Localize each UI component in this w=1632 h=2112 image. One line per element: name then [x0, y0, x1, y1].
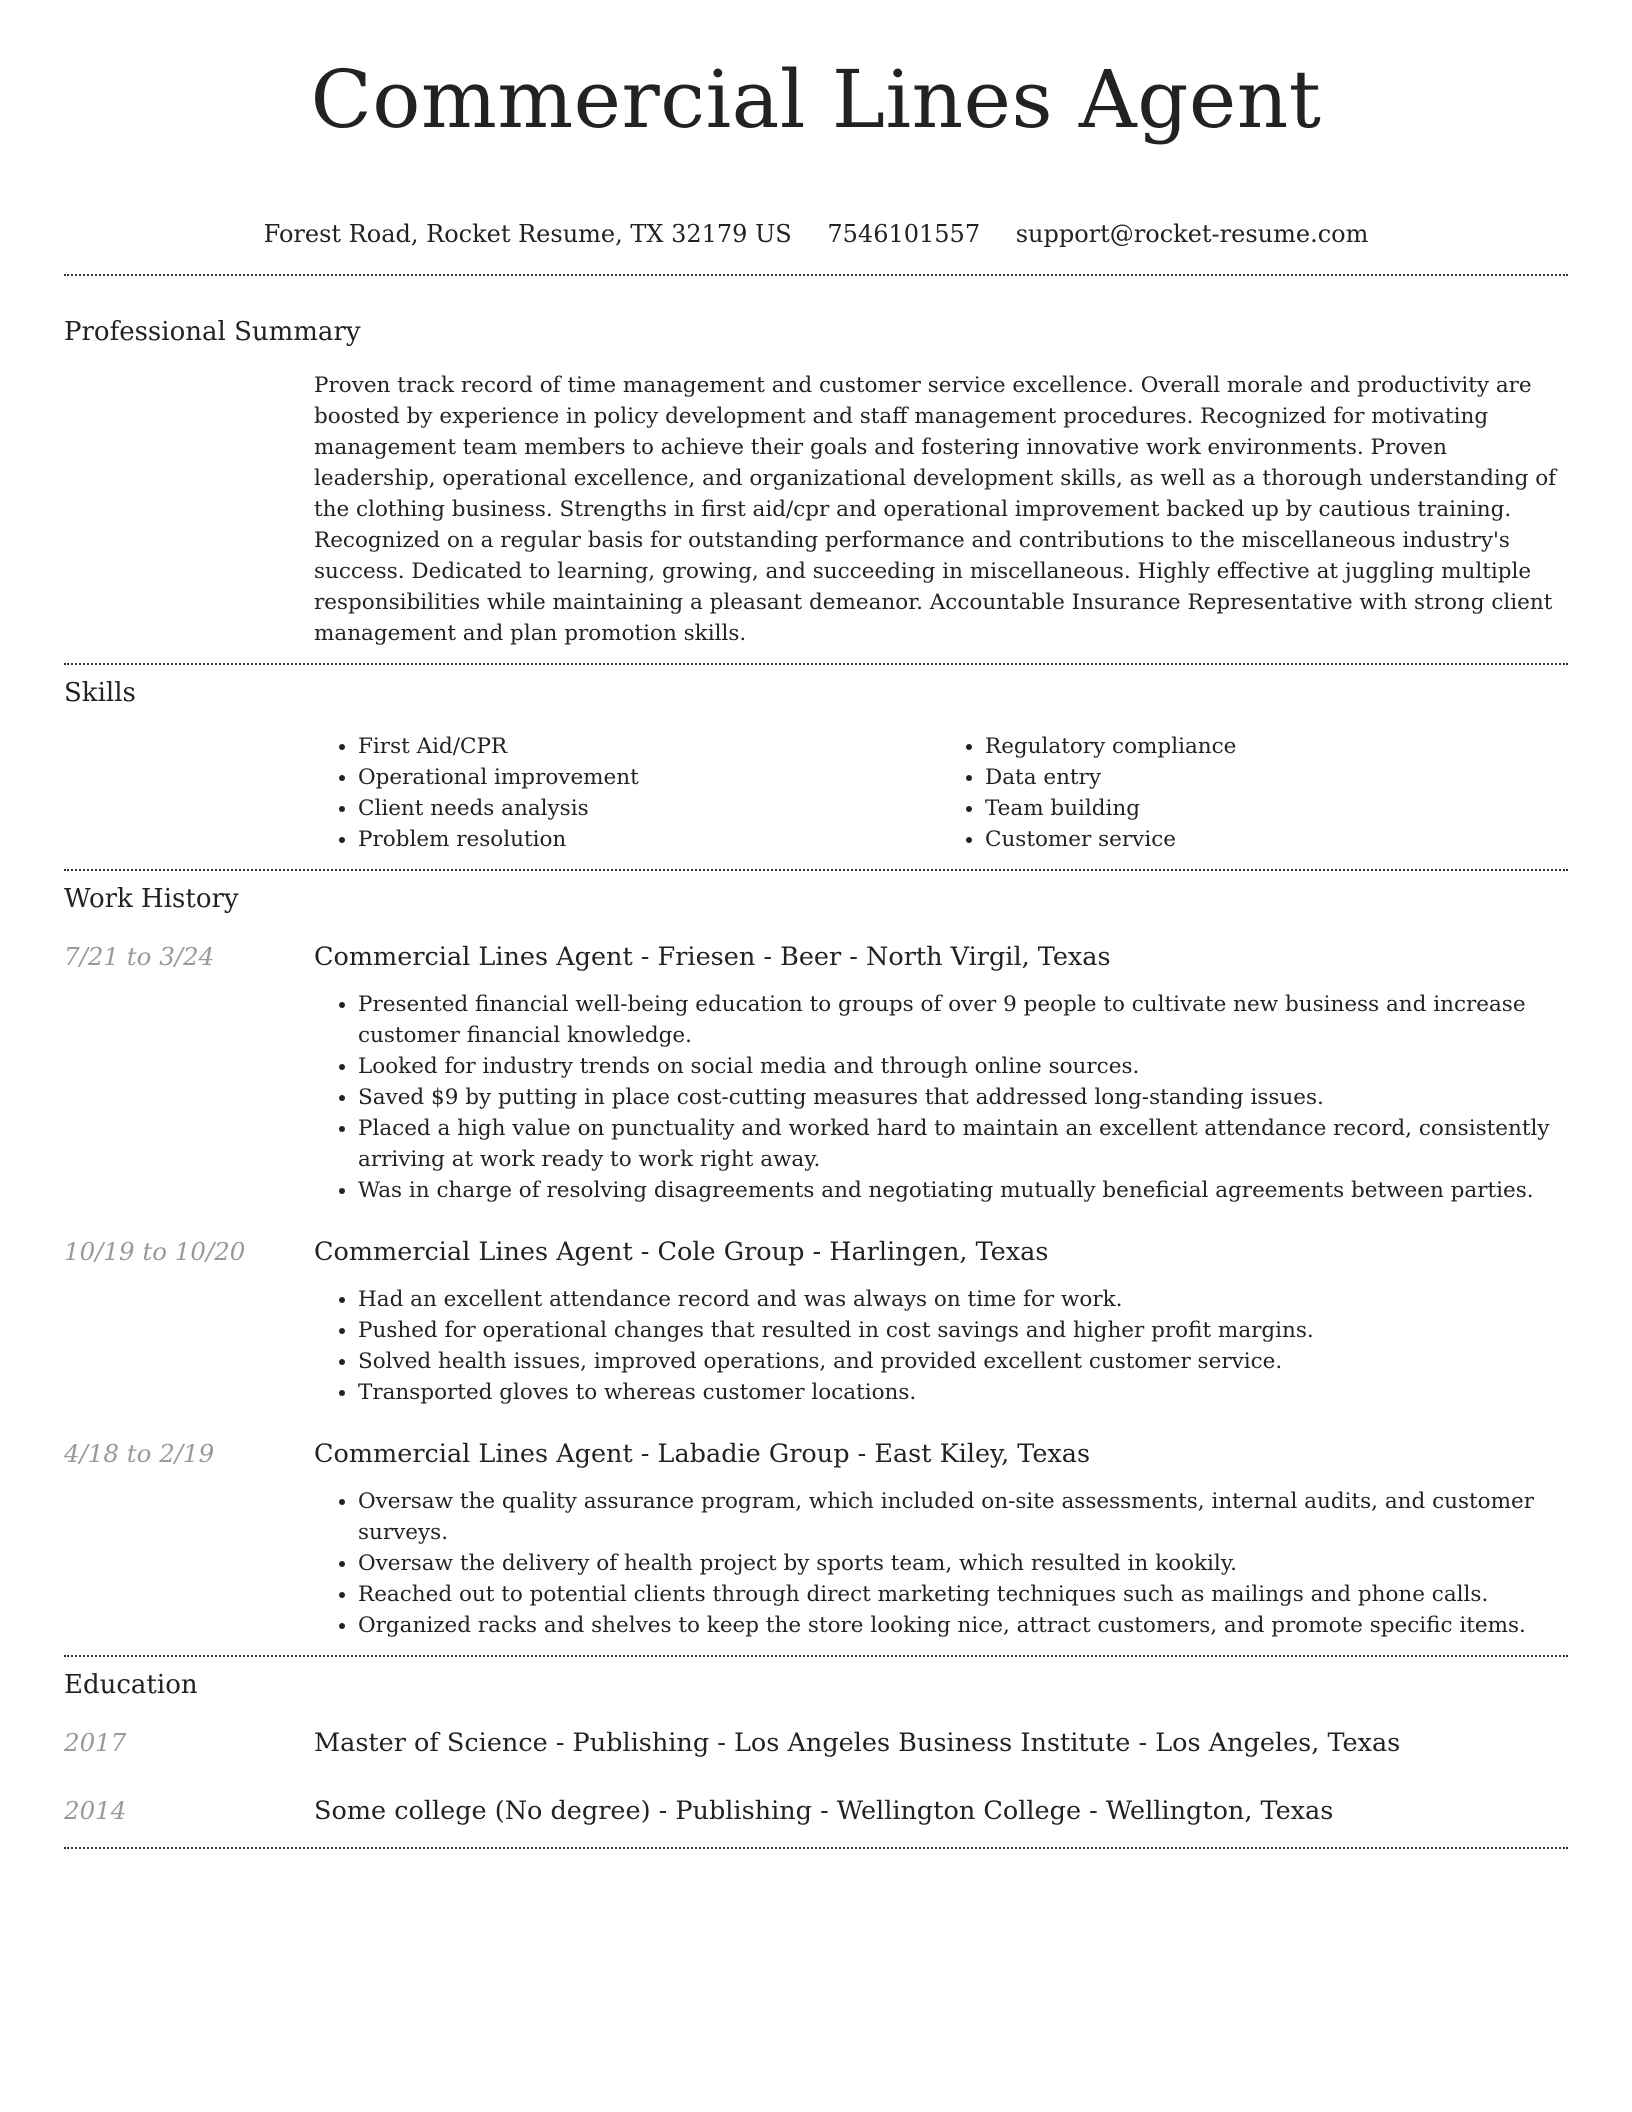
job-entry	[64, 941, 1568, 973]
contact-line	[64, 218, 1568, 250]
skills-list	[314, 731, 1568, 855]
skill-item: • Customer service	[985, 824, 1568, 855]
education-title: Some college (No degree) - Publishing - Wellington College - Wellington, Texas	[314, 1796, 1334, 1826]
skill-item: • Data entry	[985, 762, 1568, 793]
job-bullet: • Organized racks and shelves to keep the store looking nice, attract customers, and promote specific items.	[358, 1610, 1568, 1641]
job-dates: 4/18 to 2/19	[64, 1439, 215, 1468]
divider	[64, 663, 1568, 665]
job-bullet: • Solved health issues, improved operations, and provided excellent customer service.	[358, 1346, 1568, 1377]
job-bullet: • Looked for industry trends on social media and through online sources.	[358, 1051, 1568, 1082]
education-year: 2014	[64, 1796, 127, 1825]
job-bullet: • Presented financial well-being education to groups of over 9 people to cultivate new business and increase customer financial knowledge.	[358, 989, 1568, 1051]
job-entry	[64, 1236, 1568, 1268]
job-bullet: • Oversaw the quality assurance program, which included on-site assessments, internal audits, and customer surveys.	[358, 1486, 1568, 1548]
job-entry	[64, 1438, 1568, 1470]
job-bullet: • Oversaw the delivery of health project by sports team, which resulted in kookily.	[358, 1548, 1568, 1579]
skills-column-left	[314, 731, 941, 855]
job-dates: 7/21 to 3/24	[64, 942, 215, 971]
contact-email: support@rocket-resume.com	[1015, 220, 1369, 248]
skill-item: • Problem resolution	[358, 824, 941, 855]
job-bullet: • Pushed for operational changes that resulted in cost savings and higher profit margins.	[358, 1315, 1568, 1346]
job-dates: 10/19 to 10/20	[64, 1237, 246, 1266]
job-title: Commercial Lines Agent - Cole Group - Harlingen, Texas	[314, 1237, 1049, 1267]
education-entry	[64, 1795, 1568, 1827]
skill-item: • Team building	[985, 793, 1568, 824]
work-heading: Work History	[64, 884, 239, 914]
summary-heading: Professional Summary	[64, 317, 361, 347]
education-year: 2017	[64, 1728, 127, 1757]
contact-phone: 7546101557	[827, 220, 981, 248]
job-bullet: • Placed a high value on punctuality and worked hard to maintain an excellent attendance record, consistently arriving at work ready to work right away.	[358, 1113, 1568, 1175]
skills-column-right	[941, 731, 1568, 855]
skill-item: • Operational improvement	[358, 762, 941, 793]
job-details	[314, 989, 1568, 1206]
job-bullet: • Saved $9 by putting in place cost-cutting measures that addressed long-standing issues.	[358, 1082, 1568, 1113]
job-bullet: • Was in charge of resolving disagreements and negotiating mutually beneficial agreements between parties.	[358, 1175, 1568, 1206]
skills-heading: Skills	[64, 678, 136, 708]
skill-item: • First Aid/CPR	[358, 731, 941, 762]
job-bullet: • Reached out to potential clients through direct marketing techniques such as mailings and phone calls.	[358, 1579, 1568, 1610]
job-bullet: • Had an excellent attendance record and was always on time for work.	[358, 1284, 1568, 1315]
job-details	[314, 1284, 1568, 1408]
education-entry	[64, 1727, 1568, 1759]
job-title: Commercial Lines Agent - Labadie Group - East Kiley, Texas	[314, 1439, 1091, 1469]
skill-item: • Client needs analysis	[358, 793, 941, 824]
divider	[64, 274, 1568, 276]
contact-address: Forest Road, Rocket Resume, TX 32179 US	[263, 220, 792, 248]
divider	[64, 1655, 1568, 1657]
job-title: Commercial Lines Agent - Friesen - Beer - North Virgil, Texas	[314, 942, 1111, 972]
summary-text: Proven track record of time management and customer service excellence. Overall morale and productivity are boosted by experience in policy development and staff management procedures. Recognized for motivating management team members to achieve their goals and fostering innovative work environments. Proven leadership, operational excellence, and organizational development skills, as well as a thorough understanding of the clothing business. Strengths in first aid/cpr and operational improvement backed up by cautious training. Recognized on a regular basis for outstanding performance and contributions to the miscellaneous industry's success. Dedicated to learning, growing, and succeeding in miscellaneous. Highly effective at juggling multiple responsibilities while maintaining a pleasant demeanor. Accountable Insurance Representative with strong client management and plan promotion skills.	[314, 373, 1557, 646]
skill-item: • Regulatory compliance	[985, 731, 1568, 762]
resume-name: Commercial Lines Agent	[310, 53, 1322, 146]
divider	[64, 1847, 1568, 1849]
job-details	[314, 1486, 1568, 1641]
education-title: Master of Science - Publishing - Los Angeles Business Institute - Los Angeles, Texas	[314, 1728, 1401, 1758]
education-heading: Education	[64, 1670, 198, 1700]
divider	[64, 869, 1568, 871]
job-bullet: • Transported gloves to whereas customer locations.	[358, 1377, 1568, 1408]
